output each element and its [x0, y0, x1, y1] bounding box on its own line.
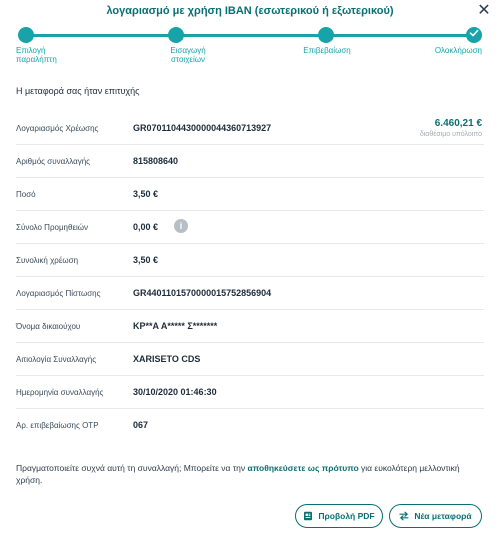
dialog-title: λογαριασμό με χρήση IBAN (εσωτερικού ή εξωτερικού): [106, 5, 394, 17]
transfer-details: [16, 112, 484, 442]
step-dot-1: [18, 27, 34, 43]
detail-row-date: [16, 376, 484, 409]
dialog-header: [0, 0, 500, 24]
step-dot-2: [168, 27, 184, 43]
detail-label: Συνολική χρέωση: [16, 256, 79, 265]
info-icon[interactable]: i: [174, 219, 188, 233]
pdf-icon: [303, 511, 313, 521]
detail-value: 815808640: [133, 156, 179, 166]
detail-label: Λογαριασμός Χρέωσης: [16, 124, 99, 133]
detail-label: Αρ. επιβεβαίωσης OTP: [16, 421, 99, 430]
detail-value: 067: [133, 420, 149, 430]
detail-label: Αριθμός συναλλαγής: [16, 157, 90, 166]
detail-label: Σύνολο Προμηθειών: [16, 223, 89, 232]
save-as-template-link[interactable]: αποθηκεύσετε ως πρότυπο: [247, 463, 359, 473]
detail-label: Όνομα δικαιούχου: [16, 322, 81, 331]
detail-value: 30/10/2020 01:46:30: [133, 387, 217, 397]
detail-row-transaction-number: [16, 145, 484, 178]
detail-value: GR0701104430000044360713927: [133, 123, 272, 133]
note-text-before: Πραγματοποιείτε συχνά αυτή τη συναλλαγή; Μπορείτε να την: [16, 463, 248, 473]
detail-row-beneficiary-name: [16, 310, 484, 343]
detail-label: Αιτιολογία Συναλλαγής: [16, 355, 97, 364]
detail-row-reason: [16, 343, 484, 376]
close-icon[interactable]: ✕: [477, 2, 491, 19]
detail-row-otp: [16, 409, 484, 442]
save-template-note: [16, 462, 486, 486]
success-message: Η μεταφορά σας ήταν επιτυχής: [16, 86, 140, 96]
note-text-after: για ευκολότερη μελλοντική χρήση.: [16, 463, 460, 485]
step-dot-4: [466, 27, 482, 43]
new-transfer-label: Νέα μεταφορά: [414, 511, 472, 521]
step-label-completion: Ολοκλήρωση: [434, 46, 482, 55]
detail-value: KP**A A***** Σ*******: [133, 321, 218, 331]
detail-row-debit-account: [16, 112, 484, 145]
detail-row-total-charge: [16, 244, 484, 277]
detail-label: Ποσό: [16, 190, 36, 199]
stepper-track: [26, 34, 474, 37]
detail-label: Λογαριασμός Πίστωσης: [16, 289, 101, 298]
view-pdf-button[interactable]: [295, 504, 383, 528]
detail-row-credit-account: [16, 277, 484, 310]
balance-amount: 6.460,21 €: [434, 118, 482, 129]
balance-caption: διαθέσιμο υπόλοιπο: [419, 131, 482, 138]
progress-stepper: [0, 26, 500, 66]
detail-value: GR4401101570000015752856904: [133, 288, 272, 298]
step-label-enter-details: Εισαγωγή στοιχείων: [170, 46, 206, 64]
detail-row-total-fees: [16, 211, 484, 244]
detail-value: 0,00 €: [133, 222, 159, 232]
detail-value: 3,50 €: [133, 189, 159, 199]
detail-label: Ημερομηνία συναλλαγής: [16, 388, 104, 397]
check-icon: [469, 28, 479, 38]
transfer-arrows-icon: [399, 511, 409, 521]
step-label-confirmation: Επιβεβαίωση: [303, 46, 351, 55]
step-dot-3: [318, 27, 334, 43]
new-transfer-button[interactable]: [389, 504, 482, 528]
view-pdf-label: Προβολή PDF: [318, 511, 375, 521]
detail-row-amount: [16, 178, 484, 211]
detail-value: XARISETO CDS: [133, 354, 201, 364]
step-label-select-recipient: Επιλογή παραλήπτη: [16, 46, 57, 64]
detail-value: 3,50 €: [133, 255, 159, 265]
